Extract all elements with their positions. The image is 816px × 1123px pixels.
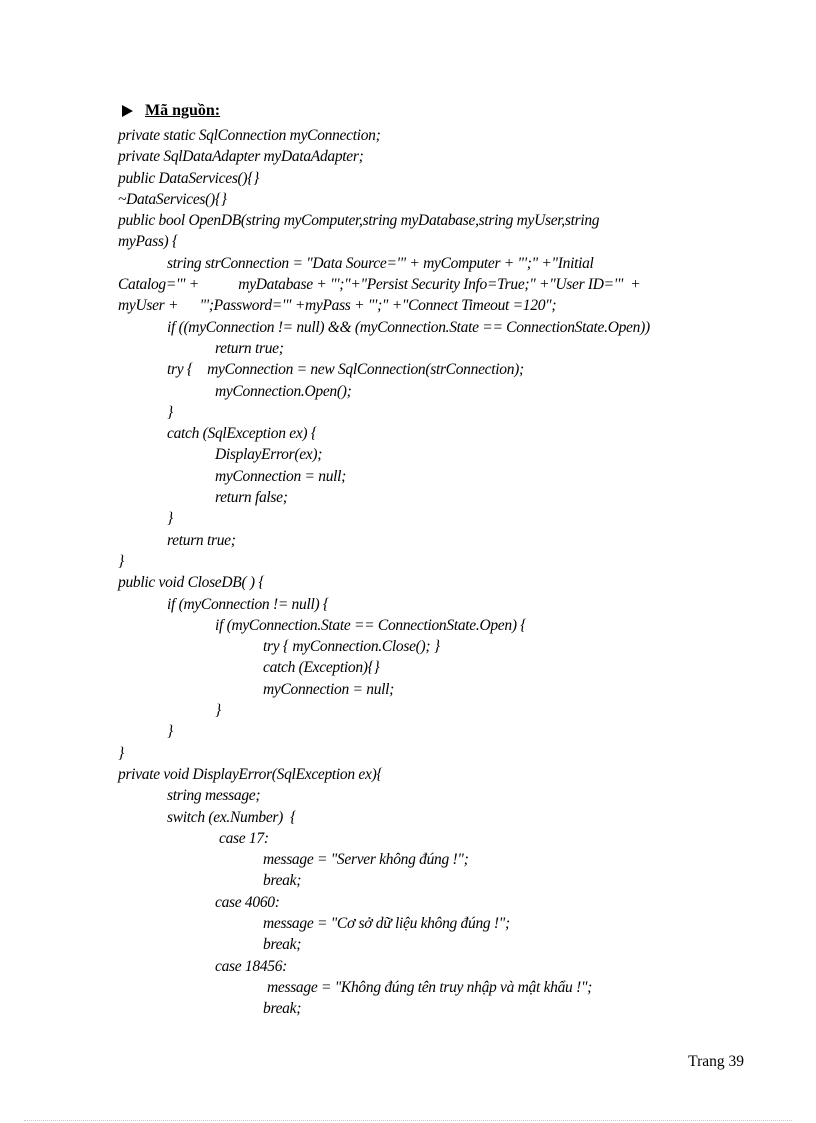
code-line: message = "Cơ sở dữ liệu không đúng !";	[263, 914, 510, 932]
code-line: myPass) {	[118, 233, 178, 251]
code-line: private SqlDataAdapter myDataAdapter;	[118, 148, 364, 166]
code-line: }	[167, 403, 173, 421]
code-line: if ((myConnection != null) && (myConnection.State == ConnectionState.Open))	[167, 318, 650, 336]
code-line: myConnection = null;	[215, 467, 347, 485]
code-line: break;	[263, 936, 302, 954]
code-line: case 18456:	[215, 957, 288, 975]
code-line: try { myConnection = new SqlConnection(strConnection);	[167, 361, 524, 379]
arrow-bullet-icon	[122, 105, 133, 117]
code-line: }	[167, 510, 173, 528]
code-line: case 17:	[219, 829, 269, 847]
code-line: }	[118, 744, 124, 762]
section-heading-label: Mã nguồn:	[145, 102, 221, 119]
page-bottom-divider	[24, 1120, 792, 1121]
code-line: private static SqlConnection myConnection;	[118, 127, 381, 144]
code-line: public void CloseDB( ) {	[118, 574, 265, 592]
code-block	[118, 125, 748, 1019]
code-line: if (myConnection.State == ConnectionState.Open) {	[215, 616, 527, 634]
code-line: return true;	[215, 339, 284, 357]
page-number: Trang 39	[688, 1053, 744, 1070]
code-line: public DataServices(){}	[118, 169, 260, 187]
code-line: if (myConnection != null) {	[167, 595, 329, 613]
code-line: case 4060:	[215, 893, 280, 911]
code-line: }	[167, 723, 173, 741]
section-heading	[122, 102, 220, 120]
code-line: return true;	[167, 531, 236, 549]
code-line: message = "Không đúng tên truy nhập và mật khẩu !";	[267, 978, 593, 996]
code-line: myConnection.Open();	[215, 382, 352, 400]
code-line: catch (Exception){}	[263, 659, 380, 677]
code-line: string strConnection = "Data Source='" + myComputer + "';" +"Initial	[167, 254, 594, 272]
code-line: DisplayError(ex);	[215, 446, 323, 464]
code-line: string message;	[167, 787, 261, 805]
code-line: myUser + "';Password='" +myPass + "';" +"Connect Timeout =120";	[118, 297, 557, 315]
code-line: return false;	[215, 489, 288, 507]
code-line: try { myConnection.Close(); }	[263, 638, 440, 656]
code-line: public bool OpenDB(string myComputer,string myDatabase,string myUser,string	[118, 212, 600, 230]
code-line: private void DisplayError(SqlException ex){	[118, 765, 383, 783]
code-line: Catalog='" + myDatabase + "';"+"Persist Security Info=True;" +"User ID='" +	[118, 276, 641, 294]
code-line: }	[215, 702, 221, 720]
code-line: break;	[263, 1000, 302, 1018]
code-line: ~DataServices(){}	[118, 190, 227, 208]
code-line: message = "Server không đúng !";	[263, 851, 469, 869]
code-line: switch (ex.Number) {	[167, 808, 297, 826]
code-line: break;	[263, 872, 302, 890]
code-line: myConnection = null;	[263, 680, 395, 698]
code-line: catch (SqlException ex) {	[167, 425, 317, 443]
code-line: }	[118, 552, 124, 570]
